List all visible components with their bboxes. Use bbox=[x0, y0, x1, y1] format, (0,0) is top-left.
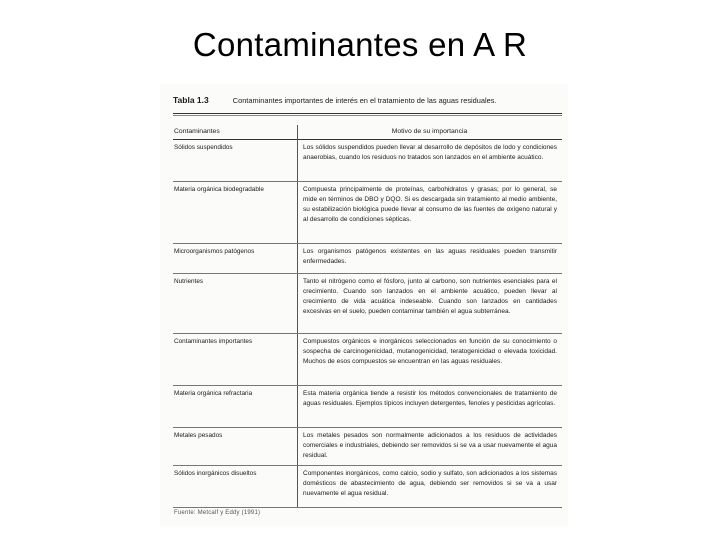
scanned-table-image bbox=[160, 84, 568, 526]
slide-title: Contaminantes en A R bbox=[192, 26, 528, 63]
row-contaminante: Materia orgánica biodegradable bbox=[174, 186, 264, 193]
column-header-contaminantes: Contaminantes bbox=[174, 128, 220, 135]
row-motivo: Esta materia orgánica tiende a resistir los métodos convencionales de tratamiento de aguas residuales. Ejemplos típicos incluyen detergentes, fenoles y pesticidas agrícolas. bbox=[303, 390, 557, 407]
row-motivo: Los sólidos suspendidos pueden llevar al desarrollo de depósitos de lodo y condiciones anaerobias, cuando los residuos no tratados son lanzados en el ambiente acuático. bbox=[303, 144, 557, 161]
table-row bbox=[173, 274, 562, 334]
row-contaminante: Microorganismos patógenos bbox=[174, 248, 255, 255]
row-motivo: Compuesta principalmente de proteínas, carbohidratos y grasas; por lo general, se mide en términos de DBO y DQO. Si es descargada sin tratamiento al medio ambiente, su estabilización biológica puede llevar al consumo de las fuentes de oxígeno natural y al desarrollo de condiciones sépticas. bbox=[303, 186, 557, 223]
row-contaminante: Metales pesados bbox=[174, 432, 223, 439]
row-contaminante: Nutrientes bbox=[174, 278, 204, 285]
column-header-motivo: Motivo de su importancia bbox=[391, 128, 468, 135]
row-motivo: Los organismos patógenos existentes en las aguas residuales pueden transmitir enfermedades. bbox=[303, 248, 557, 265]
table-row bbox=[173, 140, 562, 182]
table-row bbox=[173, 334, 562, 386]
table-caption-text: Contaminantes importantes de interés en el tratamiento de las aguas residuales. bbox=[232, 96, 497, 105]
table-top-rule bbox=[173, 113, 562, 114]
row-separator bbox=[173, 507, 562, 508]
row-contaminante: Sólidos suspendidos bbox=[174, 144, 233, 151]
table-row bbox=[173, 466, 562, 508]
table-row bbox=[173, 428, 562, 466]
row-motivo: Tanto el nitrógeno como el fósforo, junto al carbono, son nutrientes esenciales para el crecimiento. Cuando son lanzados en el ambiente acuático, pueden llevar al crecimiento de vida acuática indeseable. Cuando son lanzados en cantidades excesivas en el suelo, pueden contaminar también el agua subterránea. bbox=[303, 278, 557, 315]
row-contaminante: Sólidos inorgánicos disueltos bbox=[174, 470, 257, 477]
row-motivo: Los metales pesados son normalmente adicionados a los residuos de actividades comerciales e industriales, debiendo ser removidos si se va a usar nuevamente el agua residual. bbox=[303, 432, 557, 459]
row-motivo: Componentes inorgánicos, como calcio, sodio y sulfato, son adicionados a los sistemas domésticos de abastecimiento de agua, debiendo ser removidos si se va a usar nuevamente el agua residual. bbox=[303, 470, 557, 497]
table-top-rule-secondary bbox=[173, 115, 562, 116]
row-motivo: Compuestos orgánicos e inorgánicos seleccionados en función de su conocimiento o sospecha de carcinogenicidad, mutanogenicidad, teratogenicidad o elevada toxicidad. Muchos de esos compuestos se encuentran en las aguas residuales. bbox=[303, 338, 557, 365]
table-source: Fuente: Metcalf y Eddy (1991) bbox=[174, 510, 261, 516]
row-contaminante: Materia orgánica refractaria bbox=[174, 390, 253, 397]
table-row bbox=[173, 182, 562, 244]
table-number: Tabla 1.3 bbox=[173, 95, 209, 105]
table-caption bbox=[173, 93, 565, 107]
row-contaminante: Contaminantes importantes bbox=[174, 338, 253, 345]
table-row bbox=[173, 386, 562, 428]
table-row bbox=[173, 244, 562, 274]
